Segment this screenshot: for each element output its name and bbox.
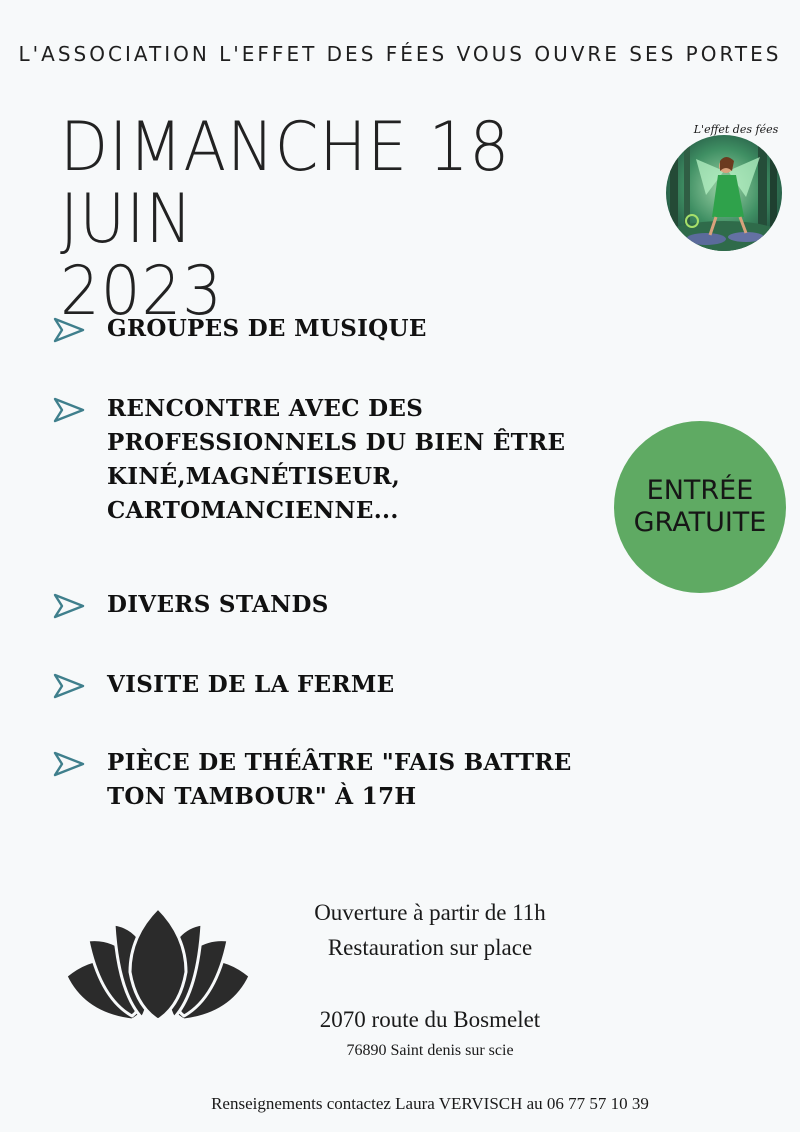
list-item-text: VISITE DE LA FERME	[107, 671, 395, 698]
association-logo	[666, 111, 782, 253]
lotus-icon	[62, 906, 254, 1024]
contact-footer: Renseignements contactez Laura VERVISCH au 06 77 57 10 39	[211, 1094, 649, 1113]
badge-line-1: ENTRÉE	[646, 475, 754, 506]
food-info: Restauration sur place	[327, 935, 533, 960]
list-item-text: RENCONTRE AVEC DES PROFESSIONNELS DU BIEN ÊTRE KINÉ,MAGNÉTISEUR, CARTOMANCIENNE...	[107, 395, 566, 524]
badge-line-2: GRATUITE	[633, 507, 767, 538]
arrow-icon	[52, 750, 86, 778]
address-city: 76890 Saint denis sur scie	[346, 1042, 514, 1059]
fairy-logo-icon	[666, 111, 782, 253]
date-line-1: DIMANCHE 18 JUIN	[60, 108, 511, 259]
free-entry-badge	[614, 421, 786, 593]
logo-text: L'effet des fées	[693, 123, 779, 136]
address-street: 2070 route du Bosmelet	[319, 1007, 541, 1032]
date-line-2: 2023	[60, 252, 223, 331]
arrow-icon	[52, 672, 86, 700]
arrow-icon	[52, 396, 86, 424]
arrow-icon	[52, 592, 86, 620]
list-item-text: DIVERS STANDS	[107, 591, 329, 618]
arrow-icon	[52, 316, 86, 344]
opening-hours: Ouverture à partir de 11h	[314, 900, 546, 925]
list-item-text: GROUPES DE MUSIQUE	[107, 315, 427, 342]
page-header: L'ASSOCIATION L'EFFET DES FÉES VOUS OUVRE SES PORTES	[18, 42, 782, 66]
list-item-text: PIÈCE DE THÉÂTRE "FAIS BATTRE TON TAMBOUR" À 17H	[107, 749, 572, 810]
